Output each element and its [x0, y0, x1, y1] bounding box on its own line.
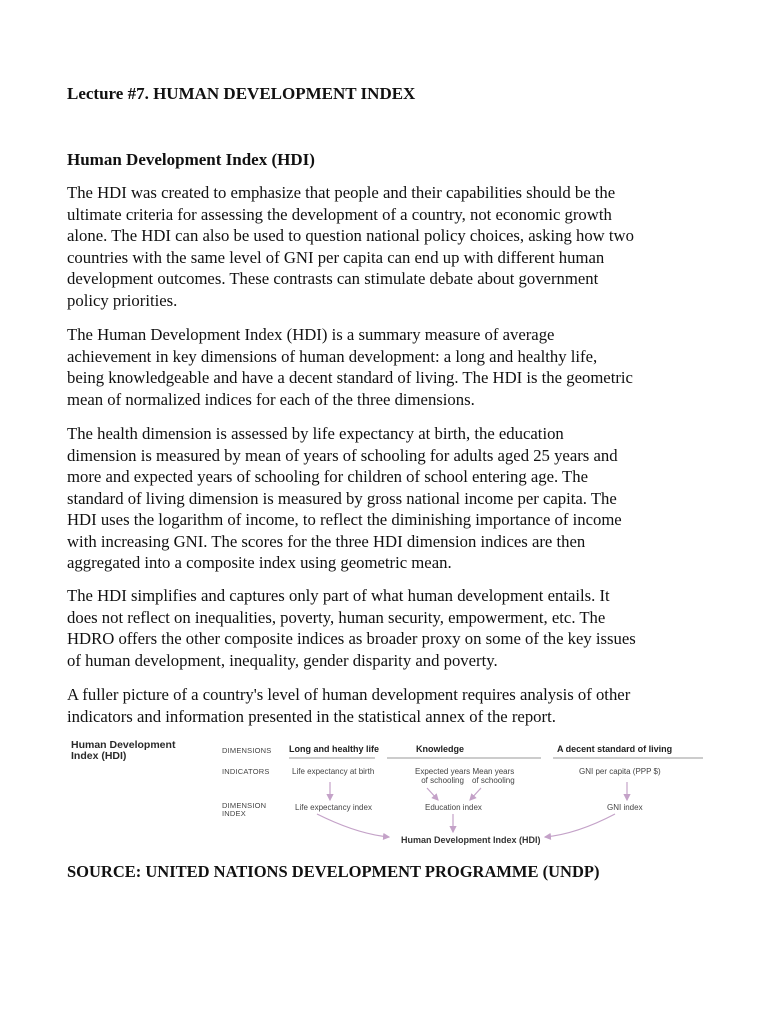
paragraph	[67, 324, 707, 410]
dimension-knowledge: Knowledge	[416, 744, 465, 754]
paragraph-line: alone. The HDI can also be used to question national policy choices, asking how two	[67, 226, 634, 245]
section-heading: Human Development Index (HDI)	[67, 150, 315, 169]
lecture-title: Lecture #7. HUMAN DEVELOPMENT INDEX	[67, 84, 416, 103]
paragraph-line: aggregated into a composite index using geometric mean.	[67, 553, 452, 572]
paragraph-line: indicators and information presented in the statistical annex of the report.	[67, 706, 556, 726]
source-line: SOURCE: UNITED NATIONS DEVELOPMENT PROGRAMME (UNDP)	[67, 862, 600, 881]
index-gni: GNI index	[607, 803, 643, 812]
paragraph-line: does not reflect on inequalities, poverty, human security, empowerment, etc. The	[67, 607, 606, 627]
paragraph-line: A fuller picture of a country's level of human development requires analysis of other	[67, 685, 631, 704]
indicator-line: Mean years	[472, 767, 515, 776]
paragraph-line: policy priorities.	[67, 290, 178, 310]
diagram-title-line: Human Development	[71, 739, 176, 751]
row-label-dimensions: DIMENSIONS	[222, 746, 272, 755]
paragraph-line: standard of living dimension is measured by gross national income per capita. The	[67, 488, 617, 508]
paragraph-line: of human development, inequality, gender disparity and poverty.	[67, 650, 498, 670]
indicator-line: of schooling	[421, 776, 464, 785]
paragraph	[67, 585, 707, 671]
paragraph-line: countries with the same level of GNI per capita can end up with different human	[67, 247, 605, 267]
paragraph-line: dimension is measured by mean of years of schooling for adults aged 25 years and	[67, 445, 618, 465]
paragraph-line: HDRO offers the other composite indices as broader proxy on some of the key issues	[67, 629, 636, 648]
dimension-living: A decent standard of living	[557, 744, 673, 754]
paragraph-line: ultimate criteria for assessing the development of a country, not economic growth	[67, 204, 612, 224]
row-label-line: INDEX	[222, 809, 246, 818]
paragraph	[67, 423, 707, 574]
index-life-expectancy: Life expectancy index	[295, 803, 372, 812]
row-label-line: DIMENSION	[222, 801, 267, 810]
paragraph	[67, 684, 707, 727]
paragraph-line: with increasing GNI. The scores for the three HDI dimension indices are then	[67, 531, 586, 551]
paragraph-line: The Human Development Index (HDI) is a summary measure of average	[67, 325, 555, 344]
paragraph-line: more and expected years of schooling for children of school entering age. The	[67, 467, 588, 486]
paragraph-line: being knowledgeable and have a decent standard of living. The HDI is the geometric	[67, 368, 633, 387]
paragraph-line: development outcomes. These contrasts can stimulate debate about government	[67, 269, 599, 288]
row-label-indicators: INDICATORS	[222, 767, 270, 776]
indicator-mean-years	[472, 767, 515, 785]
arrow-expected-years	[427, 788, 438, 800]
indicator-line: of schooling	[472, 776, 515, 785]
index-education: Education index	[425, 803, 482, 812]
paragraph-line: achievement in key dimensions of human development: a long and healthy life,	[67, 346, 598, 366]
arrow-gni-index-to-hdi	[545, 814, 615, 837]
indicator-life-expectancy: Life expectancy at birth	[292, 767, 375, 776]
indicator-line: Expected years	[415, 767, 471, 776]
arrow-mean-years	[470, 788, 481, 800]
paragraph-line: The HDI was created to emphasize that people and their capabilities should be the	[67, 183, 616, 202]
arrow-life-index-to-hdi	[317, 814, 389, 837]
row-label-dimension-index	[222, 802, 266, 818]
dimension-health: Long and healthy life	[289, 744, 380, 754]
paragraph-line: The health dimension is assessed by life expectancy at birth, the education	[67, 424, 564, 443]
hdi-diagram	[67, 736, 707, 852]
diagram-title	[71, 740, 175, 762]
indicator-gni: GNI per capita (PPP $)	[579, 767, 661, 776]
paragraph-line: mean of normalized indices for each of the three dimensions.	[67, 389, 475, 409]
paragraph	[67, 182, 707, 311]
hdi-result: Human Development Index (HDI)	[401, 835, 541, 845]
diagram-title-line: Index (HDI)	[71, 750, 127, 762]
paragraph-line: The HDI simplifies and captures only part of what human development entails. It	[67, 586, 610, 605]
paragraph-line: HDI uses the logarithm of income, to reflect the diminishing importance of income	[67, 510, 622, 529]
indicator-expected-years	[415, 767, 470, 785]
